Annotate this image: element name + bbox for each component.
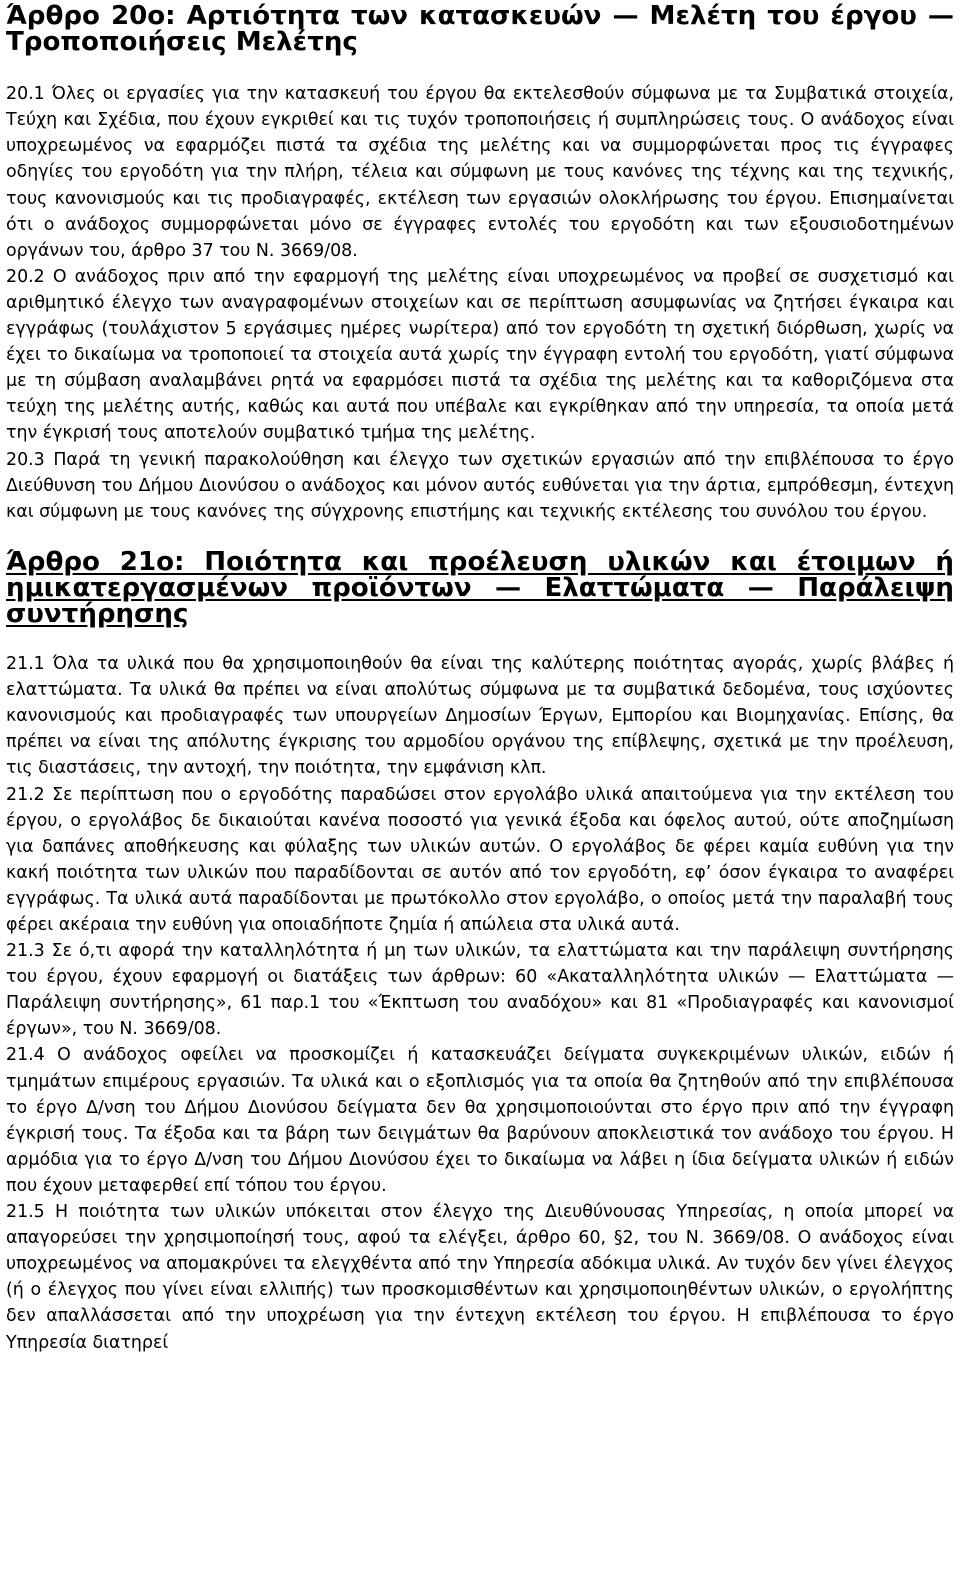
article-20-heading: Άρθρο 20ο: Αρτιότητα των κατασκευών — Μελέτη του έργου — Τροποποιήσεις Μελέτης: [6, 1, 954, 58]
paragraph-21-3: 21.3 Σε ό,τι αφορά την καταλληλότητα ή μη των υλικών, τα ελαττώματα και την παράλειψη συντήρησης του έργου, έχουν εφαρμογή οι διατάξεις των άρθρων: 60 «Ακαταλληλότητα υλικών — Ελαττώματα — Παράλειψη συντήρησης», 61 παρ.1 του «Έκπτωση του αναδόχου» και 81 «Προδιαγραφές και κανονισμοί έργων», του Ν. 3669/08.: [6, 941, 954, 1040]
paragraph-21-1: 21.1 Όλα τα υλικά που θα χρησιμοποιηθούν θα είναι της καλύτερης ποιότητας αγοράς, χωρίς βλάβες ή ελαττώματα. Τα υλικά θα πρέπει να είναι απολύτως σύμφωνα με τα συμβατικά δεδομένα, τους ισχύοντες κανονισμούς και προδιαγραφές των υπουργείων Δημοσίων Έργων, Εμπορίου και Βιομηχανίας. Επίσης, θα πρέπει να είναι της απόλυτης έγκρισης του αρμοδίου οργάνου της επίβλεψης, σχετικά με την προέλευση, τις διαστάσεις, την αντοχή, την ποιότητα, την εμφάνιση κλπ.: [6, 654, 954, 779]
paragraph-21-2: 21.2 Σε περίπτωση που ο εργοδότης παραδώσει στον εργολάβο υλικά απαιτούμενα για την εκτέλεση του έργου, ο εργολάβος δε δικαιούται κανένα ποσοστό για γενικά έξοδα και όφελος αυτού, ούτε αποζημίωση για δαπάνες αποθήκευσης και φύλαξης των υλικών αυτών. Ο εργολάβος δε φέρει καμία ευθύνη για την κακή ποιότητα των υλικών που παραδίδονται σε αυτόν από τον εργοδότη, εφ’ όσον έγκαιρα το αναφέρει εγγράφως. Τα υλικά αυτά παραδίδονται με πρωτόκολλο στον εργολάβο, ο οποίος μετά την παραλαβή τους φέρει ακέραια την ευθύνη για οποιαδήποτε ζημία ή απώλεια στα υλικά αυτά.: [6, 784, 954, 935]
paragraph-21-4: 21.4 Ο ανάδοχος οφείλει να προσκομίζει ή κατασκευάζει δείγματα συγκεκριμένων υλικών, ειδών ή τμημάτων επιμέρους εργασιών. Τα υλικά και ο εξοπλισμός για τα οποία θα ζητηθούν από την επιβλέπουσα το έργο Δ/νση του Δήμου Διονύσου δείγματα δεν θα χρησιμοποιούνται στο έργο πριν από την έγγραφη έγκρισή τους. Τα έξοδα και τα βάρη των δειγμάτων θα βαρύνουν αποκλειστικά τον ανάδοχο του έργου. Η αρμόδια για το έργο Δ/νση του Δήμου Διονύσου έχει το δικαίωμα να λάβει η ίδια δείγματα υλικών ή ειδών που έχουν μεταφερθεί επί τόπου του έργου.: [6, 1045, 954, 1196]
paragraph-21-5: 21.5 Η ποιότητα των υλικών υπόκειται στον έλεγχο της Διευθύνουσας Υπηρεσίας, η οποία μπορεί να απαγορεύσει την χρησιμοποίησή τους, αφού τα ελέγξει, άρθρο 60, §2, του Ν. 3669/08. Ο ανάδοχος είναι υποχρεωμένος να απομακρύνει τα ελεγχθέντα από την Υπηρεσία αδόκιμα υλικά. Αν τυχόν δεν γίνει έλεγχος (ή ο έλεγχος που γίνει είναι ελλιπής) των προσκομισθέντων και χρησιμοποιηθέντων υλικών, ο εργολήπτης δεν απαλλάσσεται από την υποχρέωση για την έντεχνη εκτέλεση του έργου. Η επιβλέπουσα το έργο Υπηρεσία διατηρεί: [6, 1202, 954, 1353]
spacer: [6, 627, 954, 651]
spacer: [6, 55, 954, 81]
paragraph-20-1: 20.1 Όλες οι εργασίες για την κατασκευή του έργου θα εκτελεσθούν σύμφωνα με τα Συμβατικά στοιχεία, Τεύχη και Σχέδια, που έχουν εγκριθεί και τις τυχόν τροποποιήσεις ή συμπληρώσεις τους. Ο ανάδοχος είναι υποχρεωμένος να εφαρμόζει πιστά τα σχέδια της μελέτης και να συμμορφώνεται προς τις έγγραφες οδηγίες του εργοδότη για την πλήρη, τέλεια και σύμφωνη με τους κανόνες της τέχνης και της τεχνικής, τους κανονισμούς και τις προδιαγραφές, εκτέλεση των εργασιών ολοκλήρωσης του έργου. Επισημαίνεται ότι ο ανάδοχος συμμορφώνεται μόνο σε έγγραφες εντολές του εργοδότη και των εξουσιοδοτημένων οργάνων του, άρθρο 37 του Ν. 3669/08.: [6, 84, 954, 261]
paragraph-20-2: 20.2 Ο ανάδοχος πριν από την εφαρμογή της μελέτης είναι υποχρεωμένος να προβεί σε συσχετισμό και αριθμητικό έλεγχο των αναγραφομένων στοιχείων και σε περίπτωση ασυμφωνίας να ζητήσει έγκαιρα και εγγράφως (τουλάχιστον 5 εργάσιμες ημέρες νωρίτερα) από τον εργοδότη τη σχετική διόρθωση, χωρίς να έχει το δικαίωμα να τροποποιεί τα στοιχεία αυτά χωρίς την έγγραφη εντολή του εργοδότη, γιατί σύμφωνα με τη σύμβαση αναλαμβάνει ρητά να εφαρμόσει πιστά τα σχέδια της μελέτης και τα καθοριζόμενα στα τεύχη της μελέτης αυτής, καθώς και αυτά που υπέβαλε και εγκρίθηκαν από την υπηρεσία, τα οποία μετά την έγκρισή τους αποτελούν συμβατικό τμήμα της μελέτης.: [6, 266, 954, 444]
article-21-heading: Άρθρο 21ο: Ποιότητα και προέλευση υλικών και έτοιμων ή ημικατεργασμένων προϊόντων — Ελαττώματα — Παράλειψη συντήρησης: [6, 546, 954, 629]
paragraph-20-3: 20.3 Παρά τη γενική παρακολούθηση και έλεγχο των σχετικών εργασιών από την επιβλέπουσα το έργο Διεύθυνση του Δήμου Διονύσου ο ανάδοχος και μόνον αυτός ευθύνεται για την άρτια, εμπρόθεσμη, έντεχνη και σύμφωνη με τους κανόνες της σύγχρονης επιστήμης και τεχνικής εκτέλεσης του συνόλου του έργου.: [6, 449, 954, 522]
